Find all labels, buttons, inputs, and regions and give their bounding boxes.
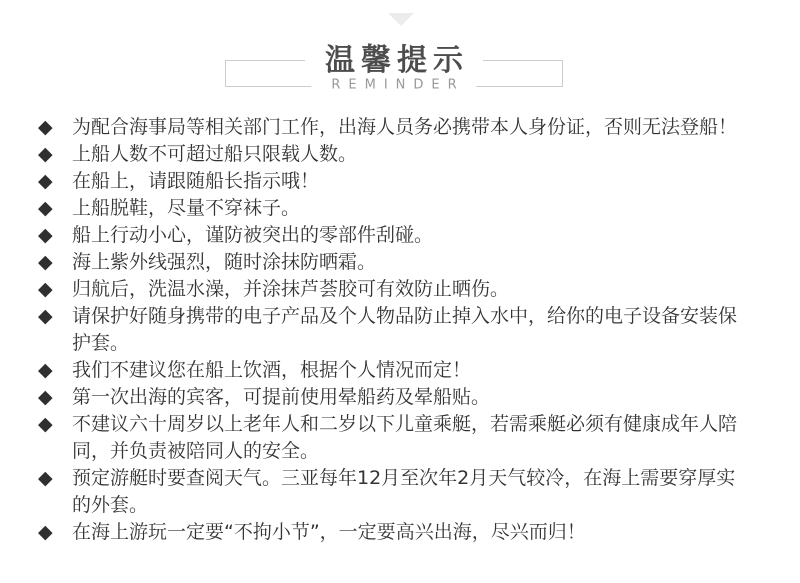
reminder-item [38, 168, 772, 195]
diamond-bullet-icon: ◆ [38, 224, 53, 246]
reminder-item [38, 249, 772, 276]
reminder-item [38, 195, 772, 222]
reminder-text [72, 357, 772, 384]
reminder-text [72, 303, 772, 357]
reminder-line: 同，并负责被陪同人的安全。 [72, 440, 320, 462]
reminder-line: 的外套。 [72, 494, 149, 516]
reminder-text [72, 141, 772, 168]
chevron-down-icon [388, 13, 414, 26]
reminder-text [72, 168, 772, 195]
reminder-text [72, 222, 772, 249]
reminder-text [72, 114, 772, 141]
diamond-bullet-icon: ◆ [38, 278, 53, 300]
reminder-text [72, 465, 772, 519]
reminder-line: 在海上游玩一定要“不拘小节”，一定要高兴出海，尽兴而归！ [72, 521, 586, 543]
reminder-item [38, 303, 772, 357]
page-subtitle: REMINDER [311, 79, 476, 94]
diamond-bullet-icon: ◆ [38, 305, 53, 327]
reminder-line: 我们不建议您在船上饮酒，根据个人情况而定！ [72, 359, 472, 381]
reminder-item [38, 357, 772, 384]
reminder-item [38, 141, 772, 168]
reminder-item [38, 222, 772, 249]
diamond-bullet-icon: ◆ [38, 413, 53, 435]
reminder-text [72, 519, 772, 546]
reminder-item [38, 465, 772, 519]
diamond-bullet-icon: ◆ [38, 170, 53, 192]
reminder-line: 为配合海事局等相关部门工作，出海人员务必携带本人身份证，否则无法登船！ [72, 116, 738, 138]
diamond-bullet-icon: ◆ [38, 467, 53, 489]
reminder-line: 上船脱鞋，尽量不穿袜子。 [72, 197, 301, 219]
reminder-text [72, 249, 772, 276]
reminder-list [38, 114, 772, 546]
diamond-bullet-icon: ◆ [38, 116, 53, 138]
reminder-line: 归航后，洗温水澡，并涂抹芦荟胶可有效防止晒伤。 [72, 278, 510, 300]
reminder-item [38, 384, 772, 411]
reminder-line: 在船上，请跟随船长指示哦！ [72, 170, 320, 192]
title-frame [225, 43, 563, 93]
diamond-bullet-icon: ◆ [38, 386, 53, 408]
reminder-line: 护套。 [72, 332, 130, 354]
diamond-bullet-icon: ◆ [38, 143, 53, 165]
reminder-line: 预定游艇时要查阅天气。三亚每年12月至次年2月天气较冷，在海上需要穿厚实 [72, 467, 736, 489]
reminder-line: 上船人数不可超过船只限载人数。 [72, 143, 358, 165]
reminder-item [38, 114, 772, 141]
diamond-bullet-icon: ◆ [38, 521, 53, 543]
diamond-bullet-icon: ◆ [38, 359, 53, 381]
page-title: 温馨提示 [305, 43, 483, 79]
reminder-text [72, 276, 772, 303]
reminder-item [38, 276, 772, 303]
reminder-line: 第一次出海的宾客，可提前使用晕船药及晕船贴。 [72, 386, 491, 408]
reminder-line: 海上紫外线强烈，随时涂抹防晒霜。 [72, 251, 377, 273]
diamond-bullet-icon: ◆ [38, 251, 53, 273]
reminder-item [38, 519, 772, 546]
diamond-bullet-icon: ◆ [38, 197, 53, 219]
reminder-line: 船上行动小心，谨防被突出的零部件刮碰。 [72, 224, 434, 246]
reminder-text [72, 384, 772, 411]
reminder-text [72, 195, 772, 222]
reminder-line: 请保护好随身携带的电子产品及个人物品防止掉入水中，给你的电子设备安装保 [72, 305, 738, 327]
reminder-text [72, 411, 772, 465]
reminder-item [38, 411, 772, 465]
reminder-line: 不建议六十周岁以上老年人和二岁以下儿童乘艇，若需乘艇必须有健康成年人陪 [72, 413, 738, 435]
